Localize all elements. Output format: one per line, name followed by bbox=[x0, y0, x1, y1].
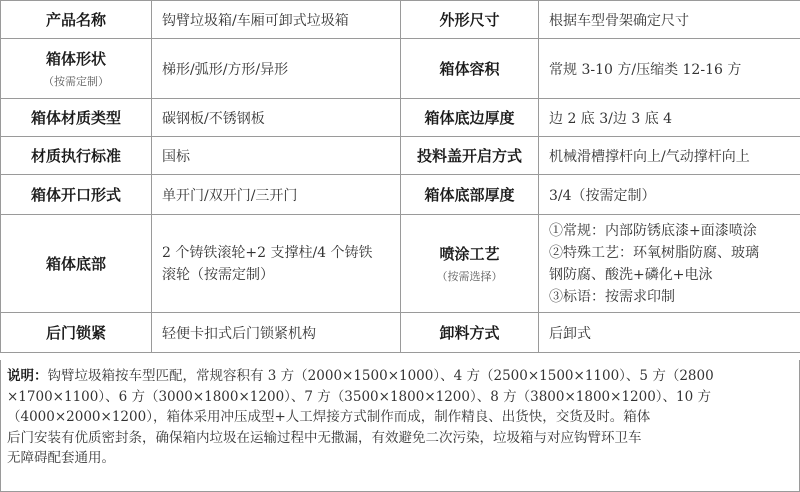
table-row bbox=[1, 313, 800, 353]
field-value: 梯形/弧形/方形/异形 bbox=[152, 39, 401, 99]
table-row bbox=[1, 1, 800, 39]
field-label: 材质执行标准 bbox=[1, 137, 152, 175]
table-row bbox=[1, 137, 800, 175]
note-text-line: 后门安装有优质密封条，确保箱内垃圾在运输过程中无撒漏，有效避免二次污染，垃圾箱与对应钩臂环卫车 bbox=[7, 429, 642, 446]
field-label: 后门锁紧 bbox=[1, 313, 152, 353]
field-label: 投料盖开启方式 bbox=[401, 137, 539, 175]
field-label: 箱体底部 bbox=[1, 215, 152, 313]
note-text-line: ×1700×1100）、6 方（3000×1800×1200）、7 方（3500×1800×1200）、8 方（3800×1800×1200）、10 方 bbox=[7, 388, 712, 405]
field-label: 箱体开口形式 bbox=[1, 175, 152, 215]
table-row bbox=[1, 175, 800, 215]
note-section bbox=[0, 360, 800, 492]
field-label-note: （按需选择） bbox=[436, 270, 503, 283]
field-value: 后卸式 bbox=[539, 313, 800, 353]
field-value: ①常规：内部防锈底漆+面漆喷涂 ②特殊工艺：环氧树脂防腐、玻璃 钢防腐、酸洗+磷化+电泳 ③标语：按需求印制 bbox=[539, 215, 800, 313]
note-text-line: 钩臂垃圾箱按车型匹配，常规容积有 3 方（2000×1500×1000）、4 方（2500×1500×1100）、5 方（2800 bbox=[47, 368, 714, 384]
field-label: 喷涂工艺 （按需选择） bbox=[401, 215, 539, 313]
note-label: 说明： bbox=[7, 368, 48, 384]
field-label: 箱体形状 （按需定制） bbox=[1, 39, 152, 99]
field-value: 3/4（按需定制） bbox=[539, 175, 800, 215]
table-row bbox=[1, 39, 800, 99]
field-label: 箱体容积 bbox=[401, 39, 539, 99]
field-value: 边 2 底 3/边 3 底 4 bbox=[539, 99, 800, 137]
table-row bbox=[1, 99, 800, 137]
field-value: 国标 bbox=[152, 137, 401, 175]
field-label-note: （按需定制） bbox=[43, 75, 109, 88]
field-value: 根据车型骨架确定尺寸 bbox=[539, 1, 800, 39]
field-label: 卸料方式 bbox=[401, 313, 539, 353]
field-label: 外形尺寸 bbox=[401, 1, 539, 39]
field-value: 碳钢板/不锈钢板 bbox=[152, 99, 401, 137]
field-label: 箱体底部厚度 bbox=[401, 175, 539, 215]
field-value: 单开门/双开门/三开门 bbox=[152, 175, 401, 215]
field-value: 轻便卡扣式后门锁紧机构 bbox=[152, 313, 401, 353]
field-label: 产品名称 bbox=[1, 1, 152, 39]
field-value: 2 个铸铁滚轮+2 支撑柱/4 个铸铁 滚轮（按需定制） bbox=[152, 215, 401, 313]
field-value: 机械滑槽撑杆向上/气动撑杆向上 bbox=[539, 137, 800, 175]
field-label: 箱体材质类型 bbox=[1, 99, 152, 137]
field-value: 钩臂垃圾箱/车厢可卸式垃圾箱 bbox=[152, 1, 401, 39]
table-row bbox=[1, 215, 800, 313]
note-text-line: 无障碍配套通用。 bbox=[7, 450, 115, 466]
field-value: 常规 3-10 方/压缩类 12-16 方 bbox=[539, 39, 800, 99]
field-label: 箱体底边厚度 bbox=[401, 99, 539, 137]
note-text-line: （4000×2000×1200），箱体采用冲压成型+人工焊接方式制作而成，制作精良、出货快，交货及时。箱体 bbox=[7, 409, 651, 425]
